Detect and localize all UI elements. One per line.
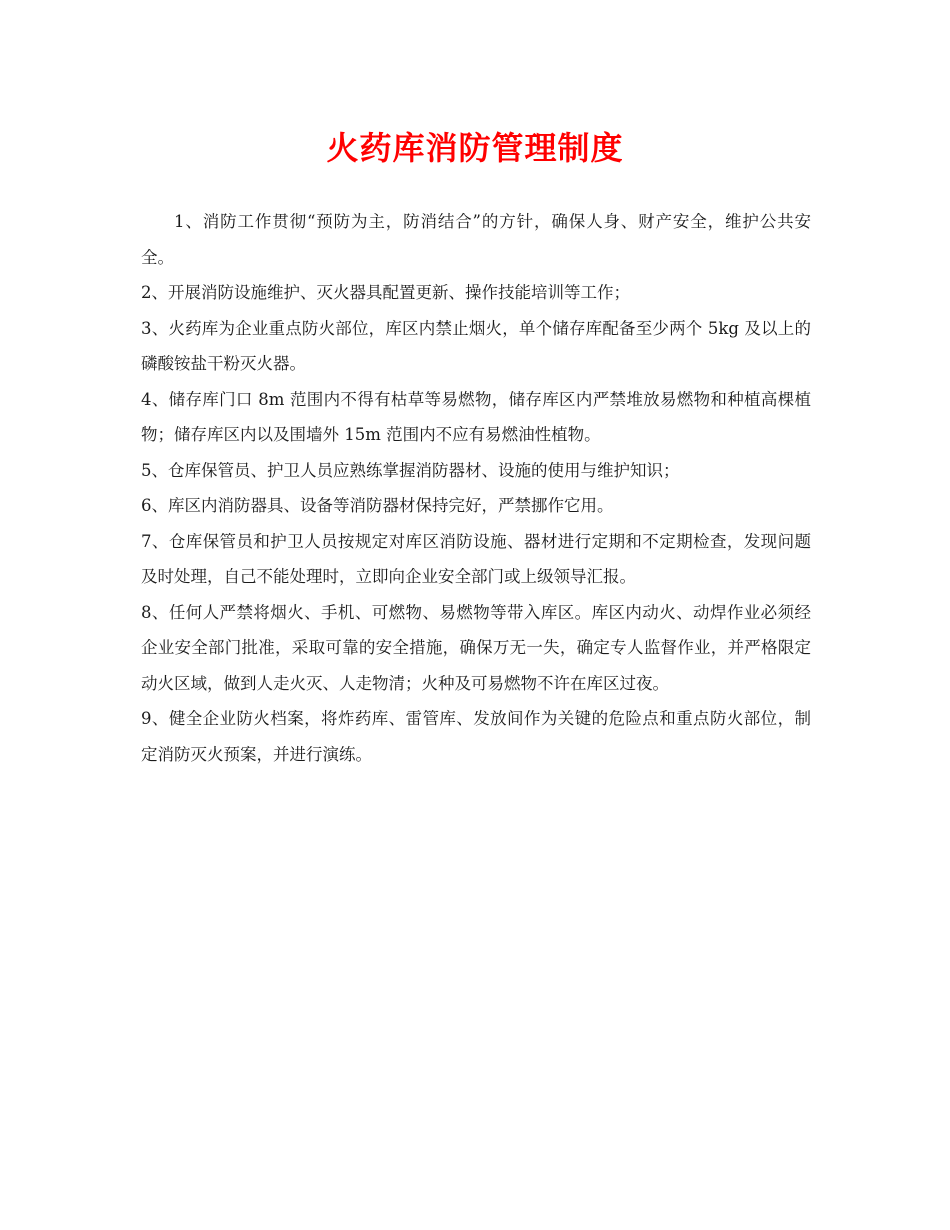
paragraph-7: 7、仓库保管员和护卫人员按规定对库区消防设施、器材进行定期和不定期检查，发现问题及时处理，自己不能处理时，立即向企业安全部门或上级领导汇报。 [141, 531, 811, 586]
document-title: 火药库消防管理制度 [326, 129, 624, 167]
paragraph-8: 8、任何人严禁将烟火、手机、可燃物、易燃物等带入库区。库区内动火、动焊作业必须经企业安全部门批准，采取可靠的安全措施，确保万无一失，确定专人监督作业，并严格限定动火区域，做到人走火灭、人走物清；火种及可易燃物不许在库区过夜。 [141, 602, 811, 693]
paragraph-6: 6、库区内消防器具、设备等消防器材保持完好，严禁挪作它用。 [141, 496, 614, 515]
paragraph-1: 1、消防工作贯彻“预防为主，防消结合”的方针，确保人身、财产安全，维护公共安全。 [141, 212, 811, 267]
paragraph-3: 3、火药库为企业重点防火部位，库区内禁止烟火，单个储存库配备至少两个 5kg 及以上的磷酸铵盐干粉灭火器。 [141, 318, 811, 373]
paragraph-5: 5、仓库保管员、护卫人员应熟练掌握消防器材、设施的使用与维护知识； [141, 460, 680, 480]
document-body [141, 204, 811, 772]
paragraph-9: 9、健全企业防火档案，将炸药库、雷管库、发放间作为关键的危险点和重点防火部位，制定消防灭火预案，并进行演练。 [141, 709, 811, 764]
paragraph-4: 4、储存库门口 8m 范围内不得有枯草等易燃物，储存库区内严禁堆放易燃物和种植高棵植物；储存库区内以及围墙外 15m 范围内不应有易燃油性植物。 [141, 389, 811, 444]
paragraph-2: 2、开展消防设施维护、灭火器具配置更新、操作技能培训等工作； [141, 283, 630, 302]
